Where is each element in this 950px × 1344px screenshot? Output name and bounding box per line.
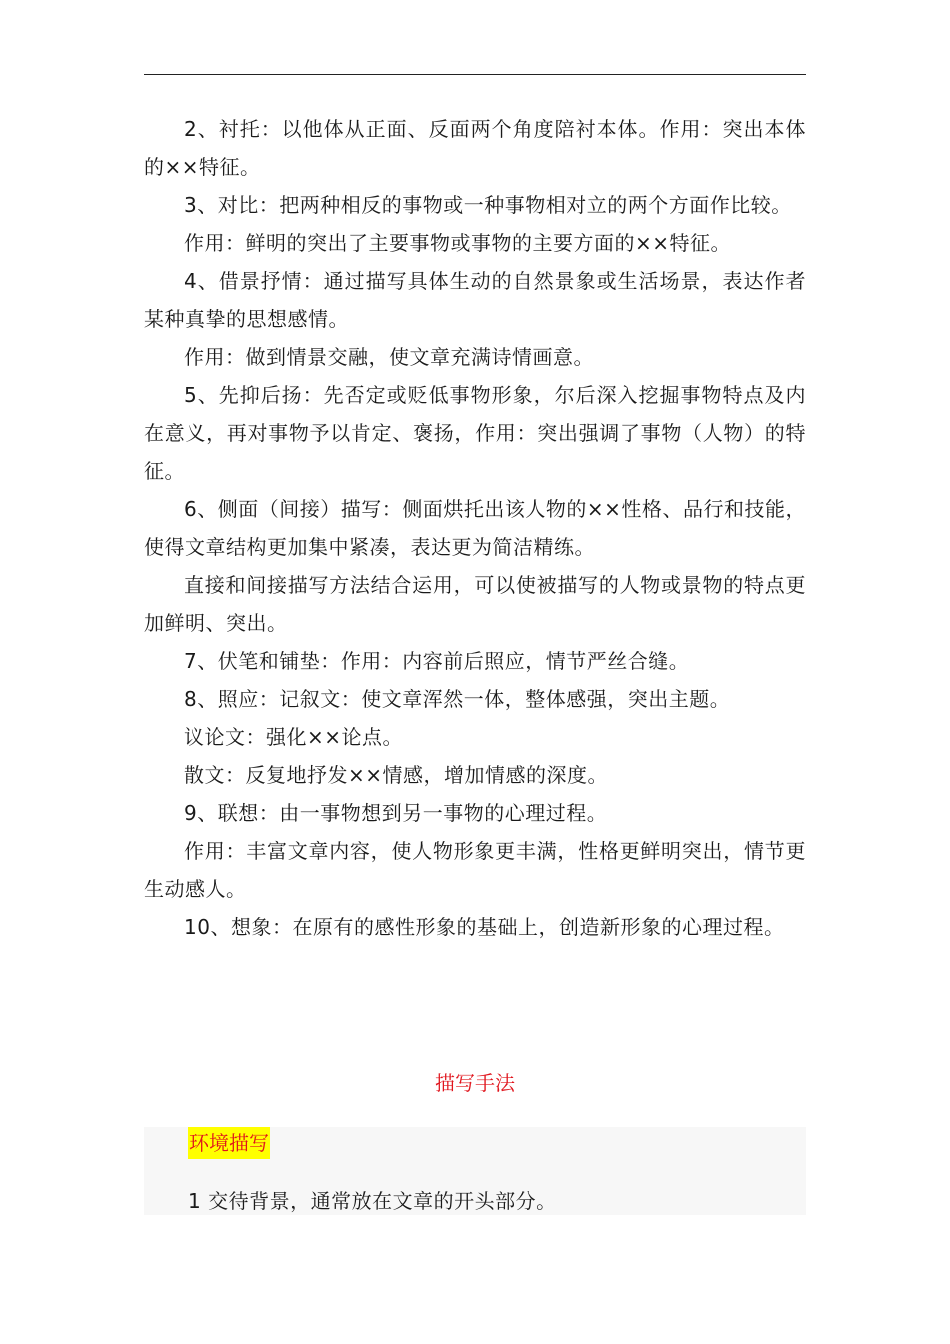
paragraph: 3、对比：把两种相反的事物或一种事物相对立的两个方面作比较。	[184, 193, 792, 217]
paragraph: 5、先抑后扬：先否定或贬低事物形象，尔后深入挖掘事物特点及内在意义，再对事物予以肯定、褒扬，作用：突出强调了事物（人物）的特征。	[144, 383, 806, 483]
paragraph: 作用：鲜明的突出了主要事物或事物的主要方面的××特征。	[184, 231, 732, 255]
subsection-heading: 环境描写	[188, 1127, 270, 1159]
body-text	[144, 110, 806, 946]
header-rule	[144, 74, 806, 75]
environment-description-block	[144, 1127, 806, 1215]
paragraph: 9、联想：由一事物想到另一事物的心理过程。	[184, 801, 608, 825]
subsection-line: 1 交待背景，通常放在文章的开头部分。	[188, 1189, 557, 1213]
paragraph: 议论文：强化××论点。	[184, 725, 404, 749]
section-title: 描写手法	[435, 1071, 515, 1095]
paragraph: 直接和间接描写方法结合运用，可以使被描写的人物或景物的特点更加鲜明、突出。	[144, 573, 806, 635]
paragraph: 6、侧面（间接）描写：侧面烘托出该人物的××性格、品行和技能，使得文章结构更加集中紧凑，表达更为简洁精练。	[144, 497, 806, 559]
paragraph: 散文：反复地抒发××情感，增加情感的深度。	[184, 763, 609, 787]
paragraph: 作用：丰富文章内容，使人物形象更丰满，性格更鲜明突出，情节更生动感人。	[144, 839, 806, 901]
paragraph: 10、想象：在原有的感性形象的基础上，创造新形象的心理过程。	[184, 915, 785, 939]
paragraph: 2、衬托：以他体从正面、反面两个角度陪衬本体。作用：突出本体的××特征。	[144, 117, 806, 179]
paragraph: 7、伏笔和铺垫：作用：内容前后照应，情节严丝合缝。	[184, 649, 690, 673]
paragraph: 作用：做到情景交融，使文章充满诗情画意。	[184, 345, 594, 369]
paragraph: 4、借景抒情：通过描写具体生动的自然景象或生活场景，表达作者某种真挚的思想感情。	[144, 269, 806, 331]
paragraph: 8、照应：记叙文：使文章浑然一体，整体感强，突出主题。	[184, 687, 731, 711]
